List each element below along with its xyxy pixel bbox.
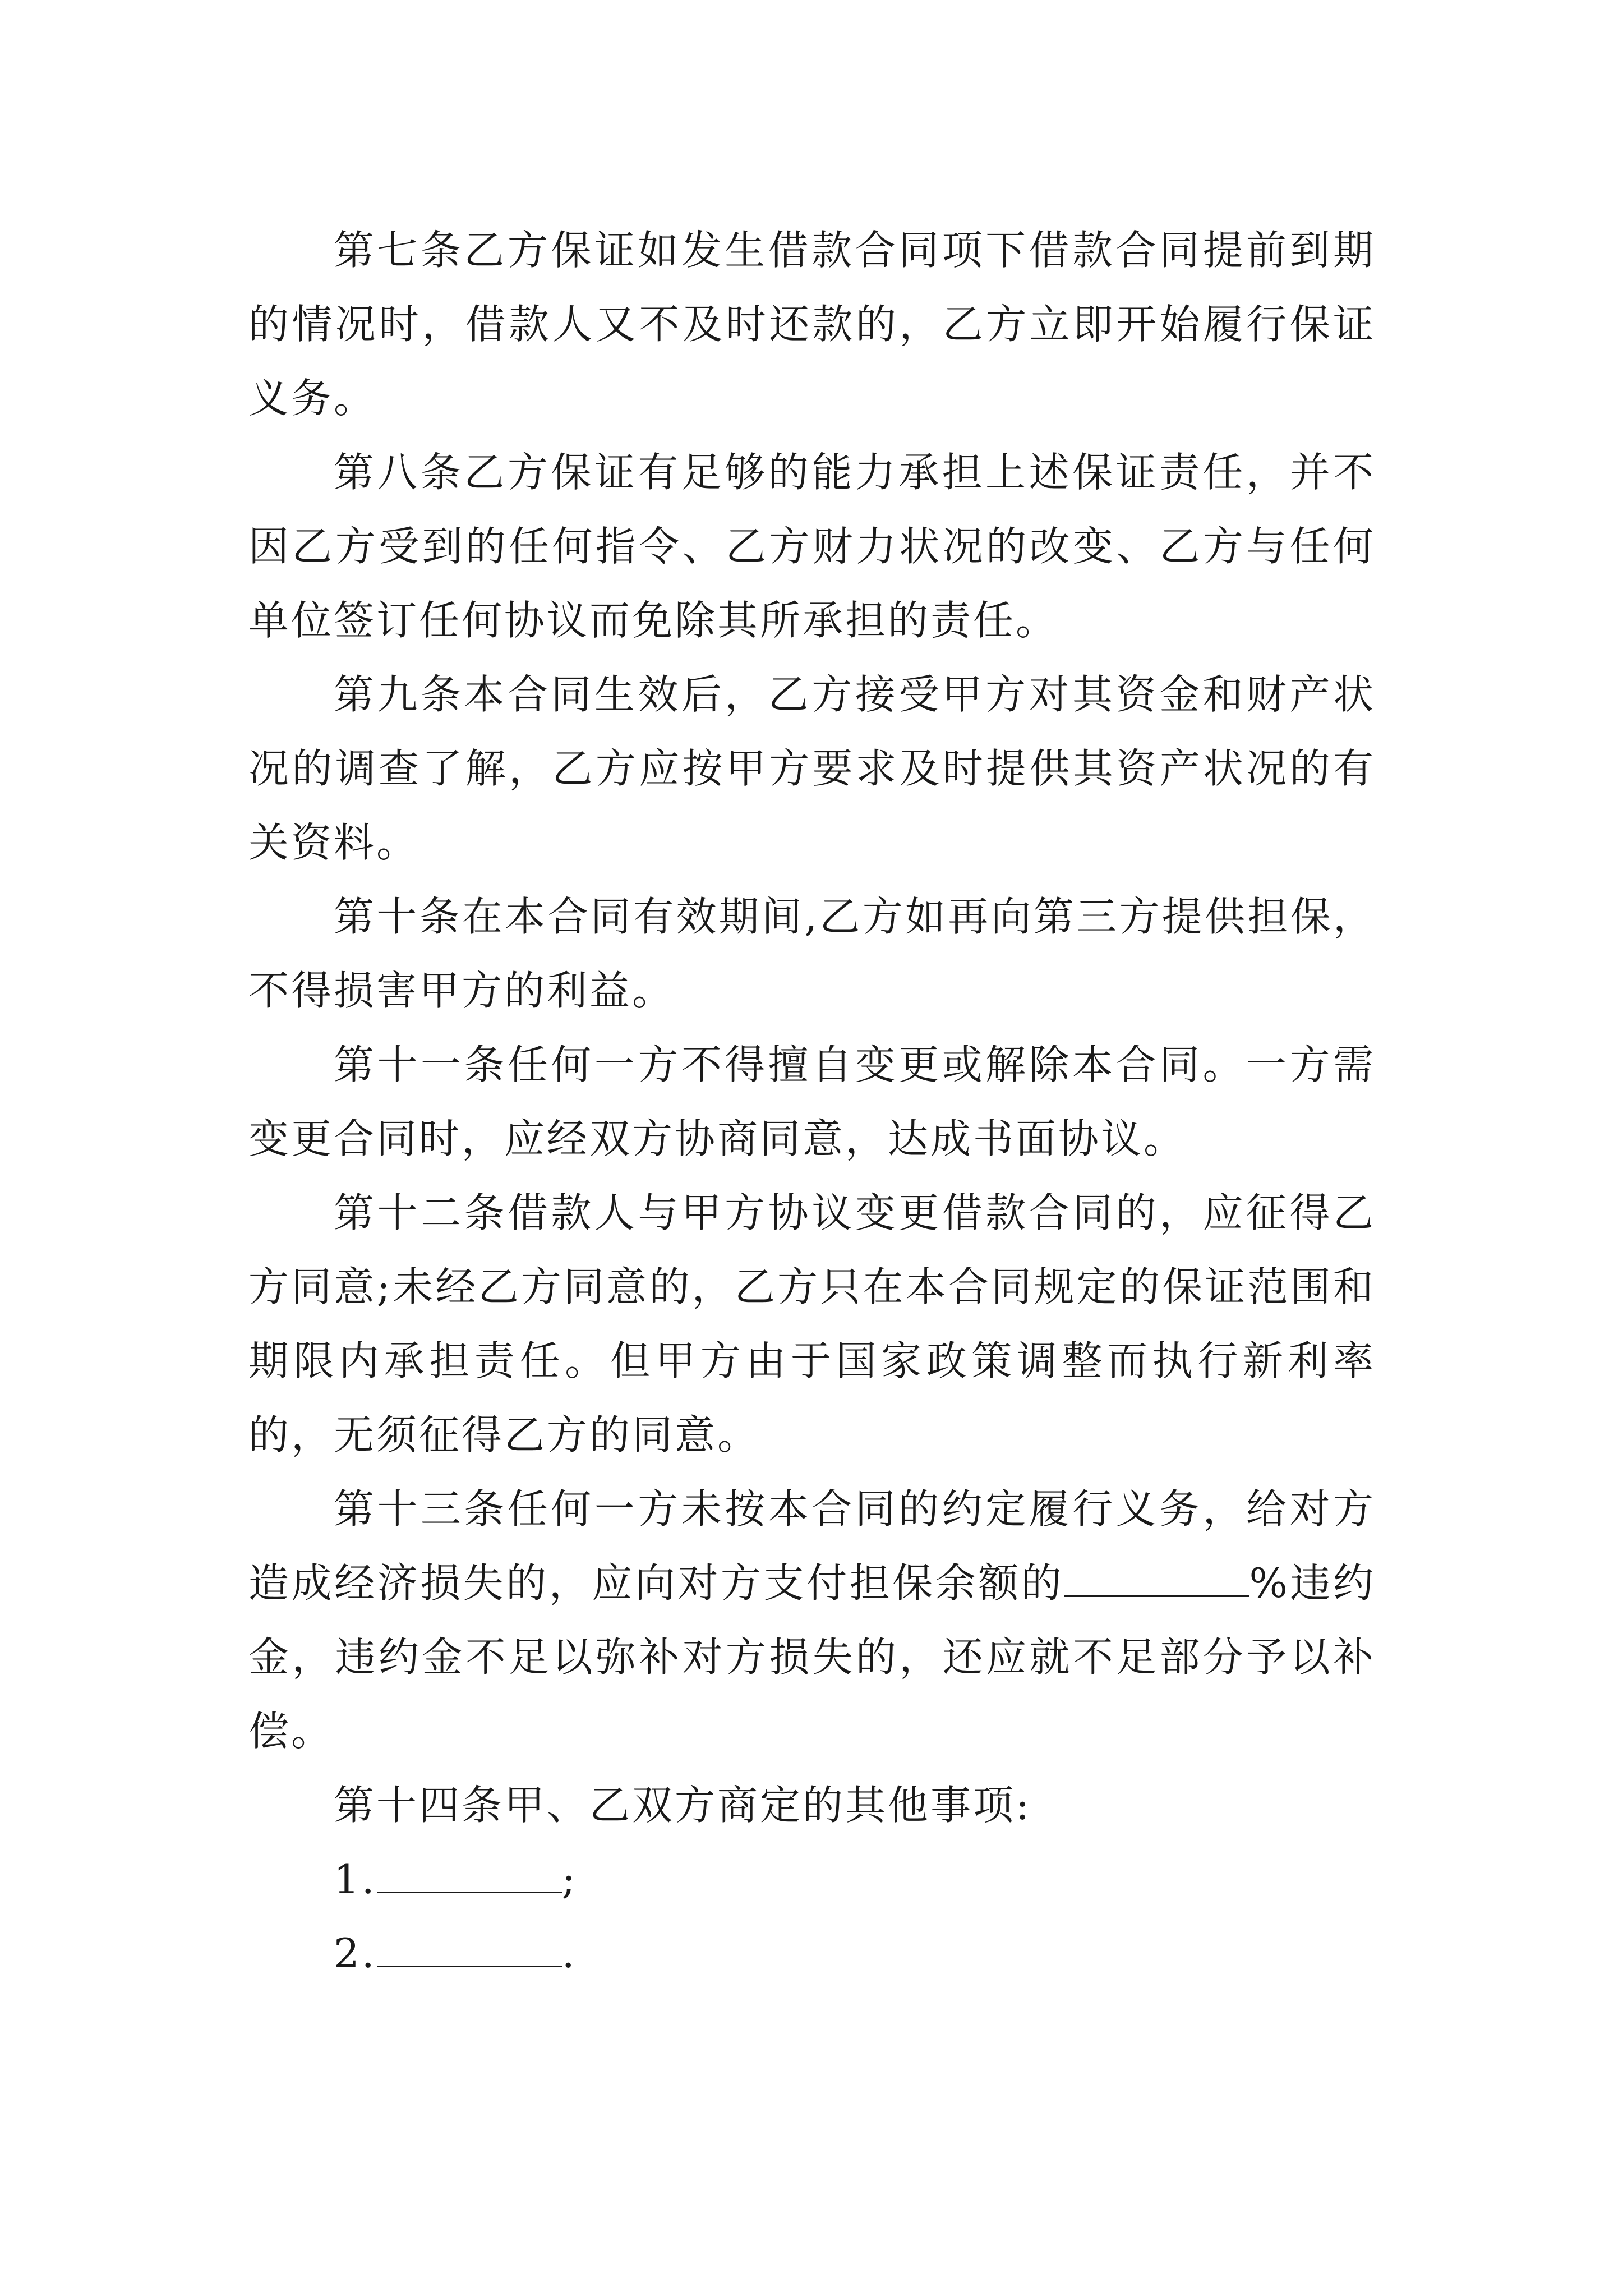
item-number: 1.: [334, 1856, 377, 1903]
item-end-punctuation: .: [561, 1930, 577, 1977]
article-13-text-after: %违约金，违约金不足以弥补对方损失的，还应就不足部分予以补偿。: [248, 1559, 1376, 1755]
article-14-heading: 第十四条甲、乙双方商定的其他事项:: [334, 1782, 1032, 1829]
article-12-paragraph: 第十二条借款人与甲方协议变更借款合同的，应征得乙方同意;未经乙方同意的，乙方只在本合同规定的保证范围和期限内承担责任。但甲方由于国家政策调整而执行新利率的，无须征得乙方的同意。: [248, 1189, 1376, 1458]
article-11-paragraph: 第十一条任何一方不得擅自变更或解除本合同。一方需变更合同时，应经双方协商同意，达成书面协议。: [248, 1041, 1376, 1162]
item-number: 2.: [334, 1930, 377, 1977]
document-body: [248, 213, 1376, 1990]
item-end-punctuation: ;: [561, 1856, 578, 1903]
other-matters-item-2: [248, 1916, 1376, 1990]
article-8-paragraph: 第八条乙方保证有足够的能力承担上述保证责任，并不因乙方受到的任何指令、乙方财力状况的改变、乙方与任何单位签订任何协议而免除其所承担的责任。: [248, 449, 1376, 644]
article-13-text-before: 第十三条任何一方未按本合同的约定履行义务，给对方造成经济损失的，应向对方支付担保余额的: [248, 1485, 1376, 1607]
other-matters-blank-1[interactable]: [377, 1858, 562, 1893]
article-9-paragraph: 第九条本合同生效后，乙方接受甲方对其资金和财产状况的调查了解，乙方应按甲方要求及时提供其资产状况的有关资料。: [248, 671, 1376, 866]
penalty-percent-blank[interactable]: [1064, 1562, 1249, 1597]
article-10-paragraph: 第十条在本合同有效期间,乙方如再向第三方提供担保，不得损害甲方的利益。: [248, 893, 1376, 1014]
other-matters-item-1: [248, 1842, 1376, 1916]
article-7-paragraph: 第七条乙方保证如发生借款合同项下借款合同提前到期的情况时，借款人又不及时还款的，乙方立即开始履行保证义务。: [248, 227, 1376, 422]
other-matters-blank-2[interactable]: [377, 1932, 562, 1967]
article-13-paragraph: [248, 1472, 1376, 1768]
